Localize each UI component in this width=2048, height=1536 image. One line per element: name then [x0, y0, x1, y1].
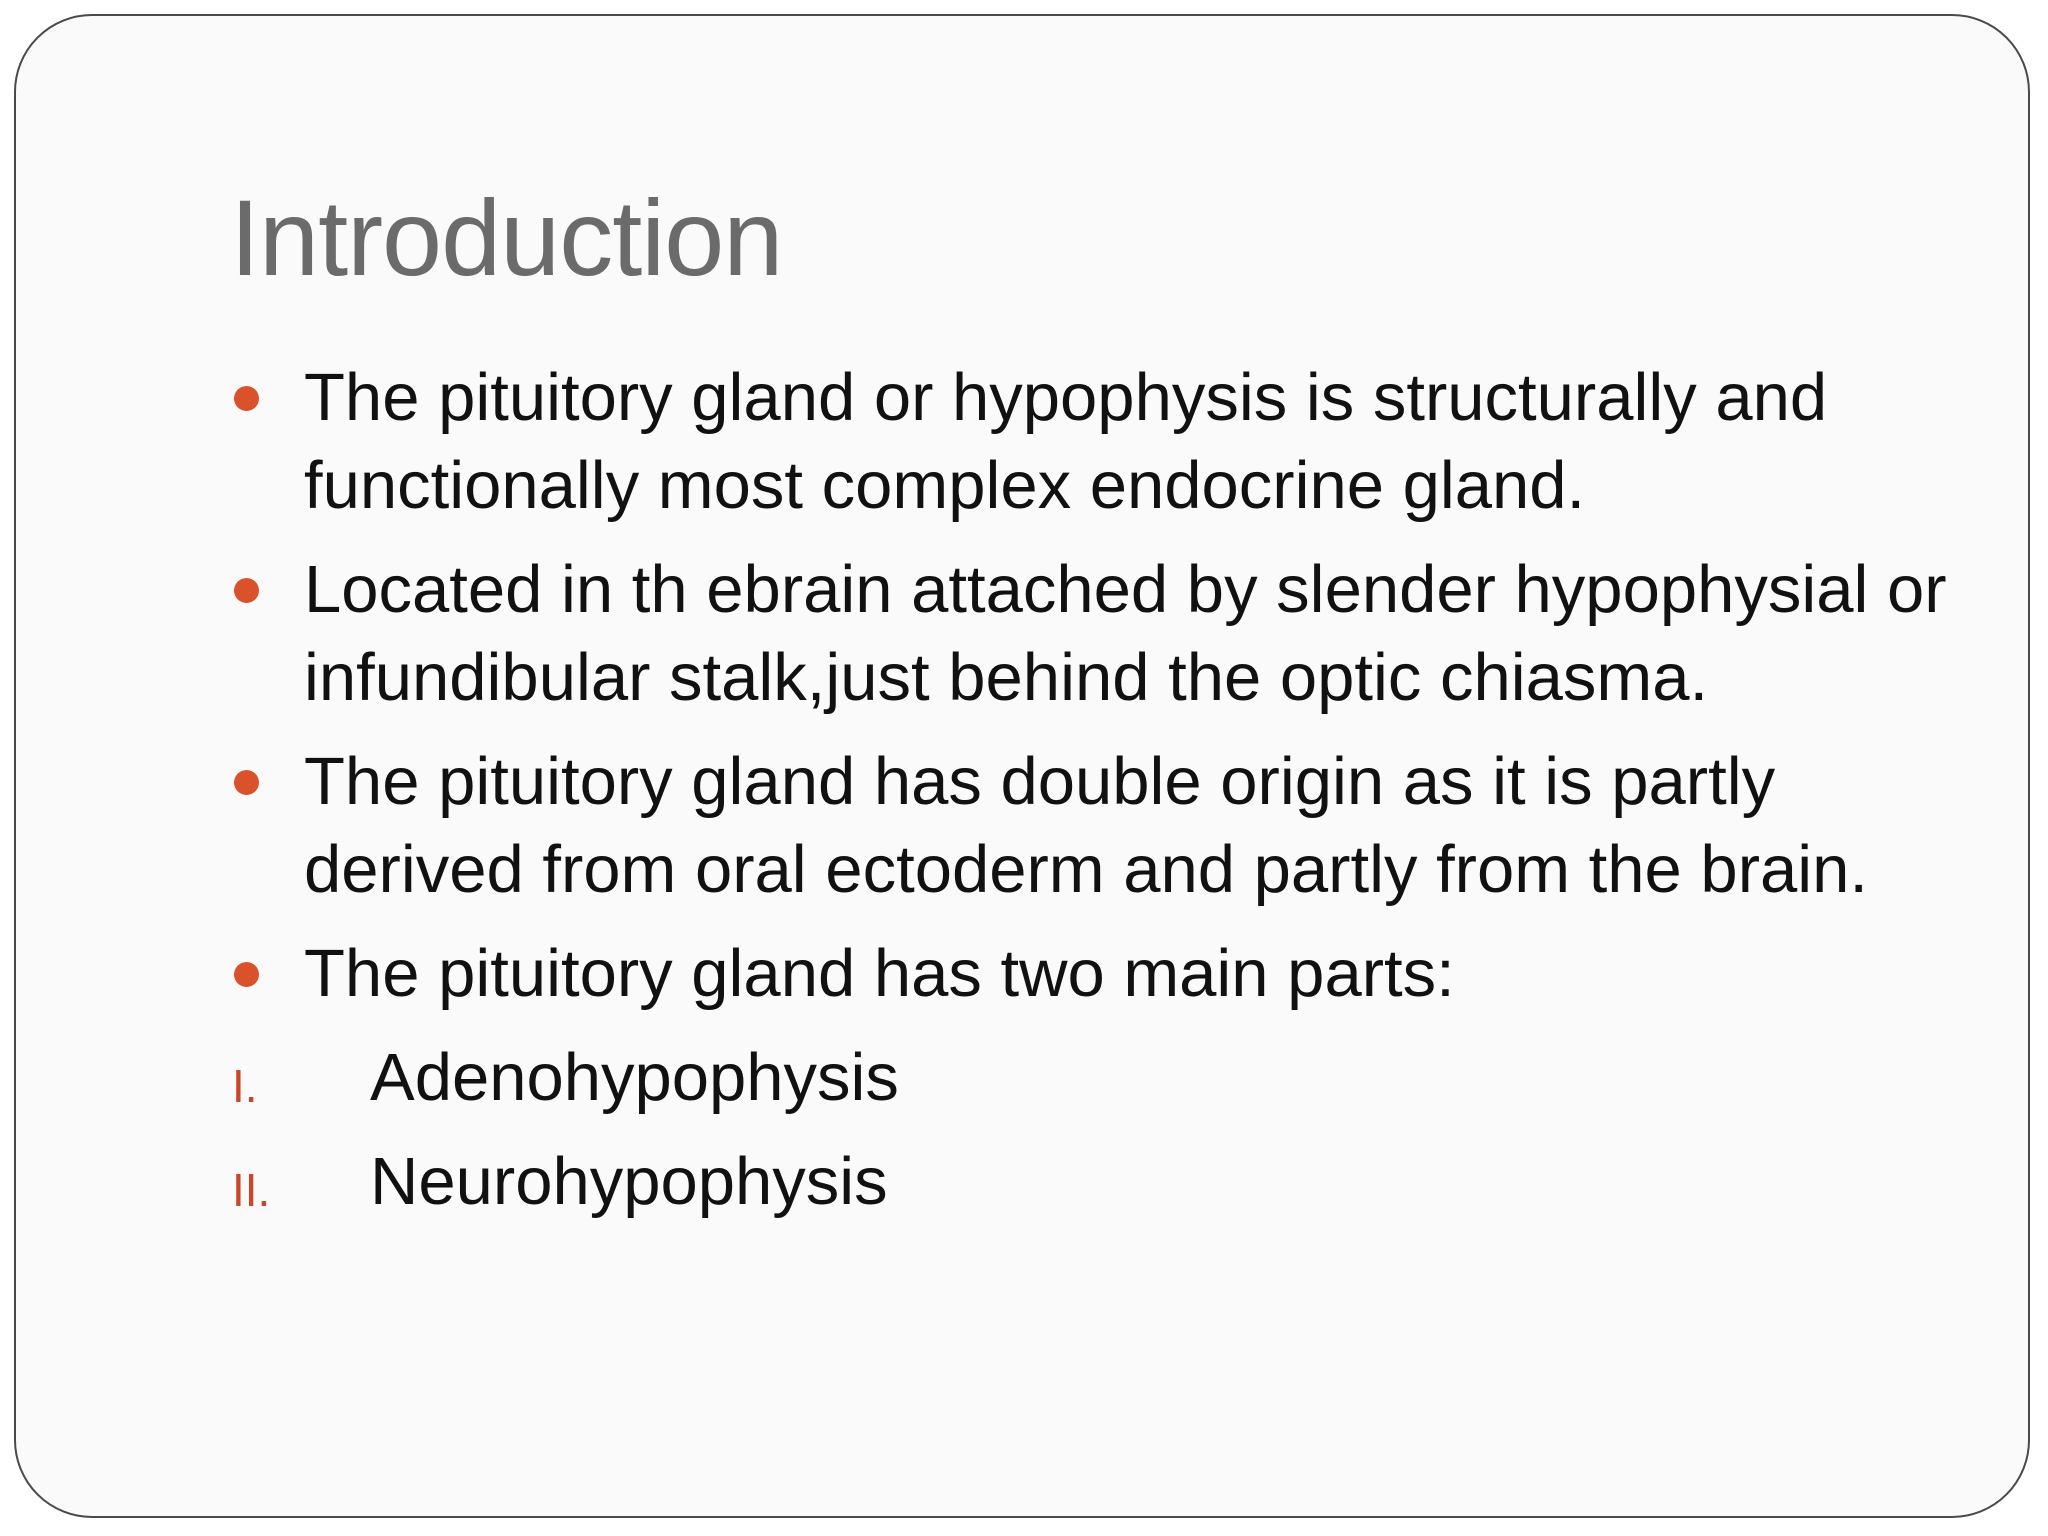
- slide-title: Introduction: [230, 177, 783, 298]
- bullet-text: Located in th ebrain attached by slender hypophysial or infundibular stalk,just behind the optic chiasma.: [304, 552, 1947, 715]
- bullet-text: The pituitory gland has double origin as it is partly derived from oral ectoderm and partly from the brain.: [304, 744, 1869, 907]
- bullet-dot-icon: [234, 578, 259, 603]
- roman-numeral: I.: [232, 1060, 258, 1112]
- roman-numeral: II.: [232, 1164, 271, 1216]
- numbered-item: [230, 1138, 1950, 1226]
- numbered-item-text: Neurohypophysis: [370, 1144, 888, 1219]
- numbered-item: [230, 1034, 1950, 1122]
- bullet-item: [230, 930, 1950, 1018]
- slide: [14, 14, 2030, 1518]
- bullet-item: [230, 738, 1950, 914]
- bullet-dot-icon: [234, 386, 259, 411]
- bullet-dot-icon: [234, 770, 259, 795]
- bullet-item: [230, 546, 1950, 722]
- bullet-list: [230, 354, 1950, 1242]
- bullet-text: The pituitory gland or hypophysis is structurally and functionally most complex endocrine gland.: [304, 360, 1828, 523]
- numbered-item-text: Adenohypophysis: [370, 1040, 899, 1115]
- bullet-dot-icon: [234, 962, 259, 987]
- bullet-item: [230, 354, 1950, 530]
- bullet-text: The pituitory gland has two main parts:: [304, 936, 1455, 1011]
